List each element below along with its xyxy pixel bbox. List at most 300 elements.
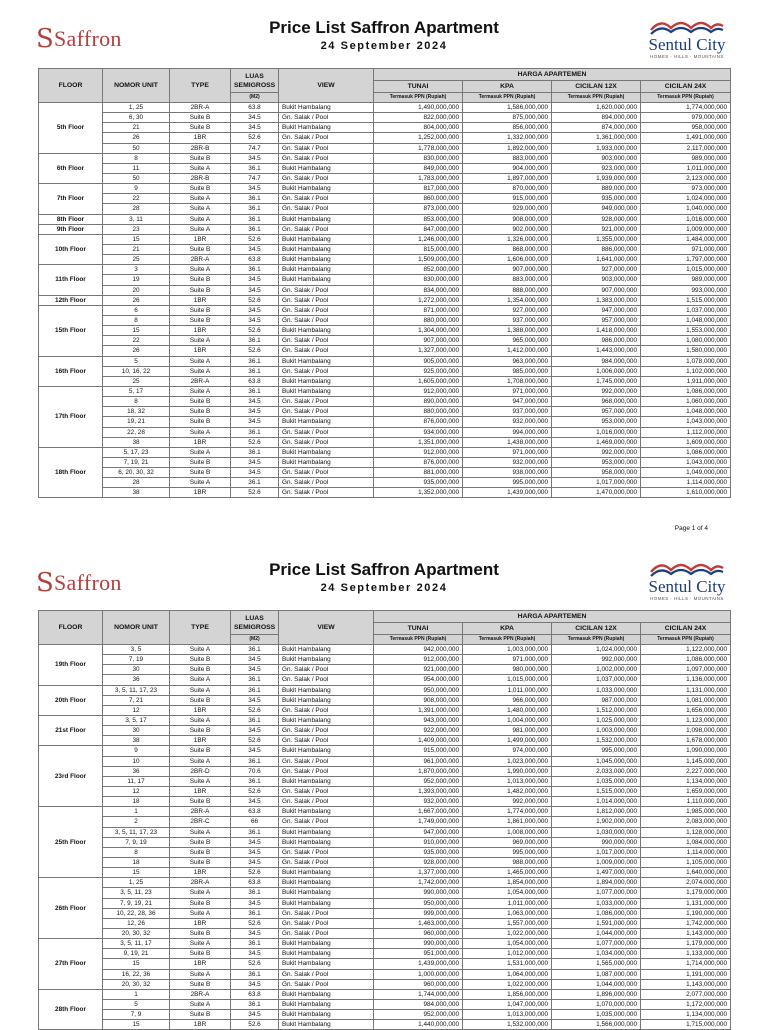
cicilan-12x-cell: 1,016,000,000 — [552, 427, 641, 437]
view-cell: Bukit Hambalang — [279, 827, 374, 837]
kpa-cell: 907,000,000 — [463, 265, 552, 275]
table-row — [39, 807, 731, 817]
type-cell: Suite B — [170, 665, 231, 675]
unit-cell: 25 — [103, 376, 170, 386]
view-cell: Bukit Hambalang — [279, 386, 374, 396]
type-cell: Suite B — [170, 315, 231, 325]
table-row — [39, 685, 731, 695]
view-cell: Bukit Hambalang — [279, 746, 374, 756]
kpa-cell: 1,326,000,000 — [463, 234, 552, 244]
cicilan-24x-cell: 1,037,000,000 — [641, 305, 731, 315]
unit-cell: 36 — [103, 766, 170, 776]
table-row — [39, 133, 731, 143]
table-row — [39, 163, 731, 173]
cicilan-24x-cell: 1,491,000,000 — [641, 133, 731, 143]
table-row — [39, 488, 731, 498]
tunai-cell: 1,870,000,000 — [374, 766, 463, 776]
unit-cell: 20, 30, 32 — [103, 928, 170, 938]
cicilan-12x-cell: 927,000,000 — [552, 265, 641, 275]
tunai-cell: 932,000,000 — [374, 797, 463, 807]
page-date: 24 September 2024 — [320, 582, 448, 594]
cicilan-12x-cell: 1,002,000,000 — [552, 665, 641, 675]
unit-cell: 6, 20, 30, 32 — [103, 468, 170, 478]
table-row — [39, 969, 731, 979]
view-cell: Gn. Salak / Pool — [279, 908, 374, 918]
tunai-cell: 952,000,000 — [374, 1010, 463, 1020]
type-cell: Suite A — [170, 756, 231, 766]
floor-cell: 7th Floor — [39, 184, 103, 214]
tunai-cell: 830,000,000 — [374, 275, 463, 285]
view-cell: Bukit Hambalang — [279, 417, 374, 427]
cicilan-24x-cell: 1,134,000,000 — [641, 776, 731, 786]
floor-cell: 15th Floor — [39, 305, 103, 356]
view-cell: Gn. Salak / Pool — [279, 488, 374, 498]
unit-cell: 15 — [103, 868, 170, 878]
floor-cell: 27th Floor — [39, 939, 103, 990]
table-row — [39, 939, 731, 949]
table-row — [39, 153, 731, 163]
view-cell: Bukit Hambalang — [279, 457, 374, 467]
cicilan-12x-cell: 1,033,000,000 — [552, 898, 641, 908]
type-cell: Suite B — [170, 397, 231, 407]
unit-cell: 6, 30 — [103, 113, 170, 123]
area-cell: 52.6 — [231, 133, 279, 143]
table-row — [39, 173, 731, 183]
table-row — [39, 204, 731, 214]
price-table-page-2: FLOOR NOMOR UNIT TYPE LUAS SEMIGROSS VIEW HARGA APARTEMEN TUNAI KPA CICILAN 12X CICILAN 24X (M2) Termasuk PPN (Rupiah) Termasuk PPN (Rupiah) Termasuk PPN (Rupiah) Termasuk PPN (Rupiah) 19th Floor 3, 5 Suite A 36.1 Bukit Hambalang 942,000,000 1,003,000,000 1,024,000,000 1,122,000,000 7, 19 Suite B 34.5 Bukit Hambalang 912,000,000 971,000,000 992,000,000 1,086,000,000 30 Suite B 34.5 Gn. Salak / Pool 921,000,000 980,000,000 1,002,000,000 1,097,000,000 36 Suite A 36.1 Gn. Salak / Pool 954,000,000 1,015,000,000 1,037,000,000 1,136,000,000 20th Floor 3, 5, 11, 17, 23 Suite A 36.1 Bukit Hambalang 950,000,000 1,011,000,000 1,033,000,000 1,131,000,000 7, 21 Suite B 34.5 Bukit Hambalang 908,000,000 966,000,000 987,000,000 1,081,000,000 12 1BR 52.6 Gn. Salak / Pool 1,391,000,000 1,480,000,000 1,512,000,000 1,656,000,000 21st Floor 3, 5, 17 Suite A 36.1 Bukit Hambalang 943,000,000 1,004,000,000 1,025,000,000 1,123,000,000 30 Suite B 34.5 Gn. Salak / Pool 922,000,000 981,000,000 1,003,000,000 1,098,000,000 38 1BR 52.6 Gn. Salak / Pool 1,409,000,000 1,499,000,000 1,532,000,000 1,678,000,000 23rd Floor 9 Suite B 34.5 Bukit Hambalang 915,000,000 974,000,000 995,000,000 1,090,000,000 10 Suite A 36.1 Gn. Salak / Pool 961,000,000 1,023,000,000 1,045,000,000 1,145,000,000 36 2BR-D 70.6 Gn. Salak / Pool 1,870,000,000 1,990,000,000 2,033,000,000 2,227,000,000 11, 17 Suite A 36.1 Bukit Hambalang 952,000,000 1,013,000,000 1,035,000,000 1,134,000,000 12 1BR 52.6 Gn. Salak / Pool 1,393,000,000 1,482,000,000 1,515,000,000 1,659,000,000 18 Suite B 34.5 Gn. Salak / Pool 932,000,000 992,000,000 1,014,000,000 1,110,000,000 25th Floor 1 2BR-A 63.8 Bukit Hambalang 1,667,000,000 1,774,000,000 1,812,000,000 1,985,000,000 2 2BR-C 66 Gn. Salak / Pool 1,749,000,000 1,861,000,000 1,902,000,000 2,083,000,000 3, 5, 11, 17, 23 Suite A 36.1 Bukit Hambalang 947,000,000 1,008,000,000 1,030,000,000 1,128,000,000 7, 9, 19 Suite B 34.5 Bukit Hambalang 910,000,000 969,000,000 990,000,000 1,084,000,000 8 Suite B 34.5 Gn. Salak / Pool 935,000,000 995,000,000 1,017,000,000 1,114,000,000 18 Suite B 34.5 Gn. Salak / Pool 928,000,000 988,000,000 1,009,000,000 1,105,000,000 15 1BR 52.6 Bukit Hambalang 1,377,000,000 1,465,000,000 1,497,000,000 1,640,000,000 26th Floor 1, 25 2BR-A 63.8 Bukit Hambalang 1,742,000,000 1,854,000,000 1,894,000,000 2,074,000,000 3, 5, 11, 23 Suite A 36.1 Bukit Hambalang 990,000,000 1,054,000,000 1,077,000,000 1,179,000,000 7, 9, 19, 21 Suite B 34.5 Bukit Hambalang 950,000,000 1,011,000,000 1,033,000,000 1,131,000,000 10, 22, 28, 36 Suite A 36.1 Gn. Salak / Pool 999,000,000 1,063,000,000 1,086,000,000 1,190,000,000 12, 26 1BR 52.6 Gn. Salak / Pool 1,463,000,000 1,557,000,000 1,591,000,000 1,742,000,000 20, 30, 32 Suite B 34.5 Gn. Salak / Pool 960,000,000 1,022,000,000 1,044,000,000 1,143,000,000 27th Floor 3, 5, 11, 17 Suite A 36.1 Bukit Hambalang 990,000,000 1,054,000,000 1,077,000,000 1,179,000,000 9, 19, 21 Suite B 34.5 Bukit Hambalang 951,000,000 1,012,000,000 1,034,000,000 1,133,000,000 15 1BR 52.6 Bukit Hambalang 1,439,000,000 1,531,000,000 1,565,000,000 1,714,000,000 16, 22, 36 Suite A 36.1 Gn. Salak / Pool 1,000,000,000 1,064,000,000 1,087,000,000 1,191,000,000 20, 30, 32 Suite B 34.5 Gn. Salak / Pool 960,000,000 1,022,000,000 1,044,000,000 1,143,000,000 28th Floor 1 2BR-A 63.8 Bukit Hambalang 1,744,000,000 1,856,000,000 1,896,000,000 2,077,000,000 5 Suite A 36.1 Bukit Hambalang 984,000,000 1,047,000,000 1,070,000,000 1,172,000,000 7, 9 Suite B 34.5 Bukit Hambalang 952,000,000 1,013,000,000 1,035,000,000 1,134,000,000 15 1BR 52.6 Bukit Hambalang 1,440,000,000 1,532,000,000 1,566,000,000 1,715,000,000 — [38, 610, 731, 1030]
view-cell: Gn. Salak / Pool — [279, 918, 374, 928]
cicilan-12x-cell: 992,000,000 — [552, 655, 641, 665]
tunai-cell: 881,000,000 — [374, 468, 463, 478]
cicilan-24x-cell: 1,190,000,000 — [641, 908, 731, 918]
tunai-cell: 1,246,000,000 — [374, 234, 463, 244]
col-unit: NOMOR UNIT — [103, 69, 170, 103]
kpa-cell: 1,532,000,000 — [463, 1020, 552, 1030]
kpa-cell: 992,000,000 — [463, 797, 552, 807]
cicilan-12x-cell: 1,641,000,000 — [552, 255, 641, 265]
table-row — [39, 295, 731, 305]
cicilan-12x-cell: 1,017,000,000 — [552, 478, 641, 488]
table-row — [39, 675, 731, 685]
cicilan-12x-cell: 1,383,000,000 — [552, 295, 641, 305]
cicilan-12x-cell: 958,000,000 — [552, 468, 641, 478]
tunai-cell: 880,000,000 — [374, 315, 463, 325]
type-cell: Suite A — [170, 645, 231, 655]
kpa-cell: 1,708,000,000 — [463, 376, 552, 386]
area-cell: 36.1 — [231, 427, 279, 437]
page-date: 24 September 2024 — [320, 40, 448, 52]
view-cell: Bukit Hambalang — [279, 356, 374, 366]
area-cell: 34.5 — [231, 285, 279, 295]
tunai-cell: 960,000,000 — [374, 979, 463, 989]
cicilan-12x-cell: 1,014,000,000 — [552, 797, 641, 807]
cicilan-24x-cell: 1,774,000,000 — [641, 103, 731, 113]
area-cell: 63.8 — [231, 878, 279, 888]
view-cell: Gn. Salak / Pool — [279, 857, 374, 867]
view-cell: Bukit Hambalang — [279, 234, 374, 244]
unit-cell: 7, 9 — [103, 1010, 170, 1020]
wave-icon — [647, 558, 727, 578]
view-cell: Bukit Hambalang — [279, 807, 374, 817]
cicilan-24x-cell: 1,640,000,000 — [641, 868, 731, 878]
kpa-cell: 1,054,000,000 — [463, 888, 552, 898]
type-cell: Suite A — [170, 888, 231, 898]
tunai-cell: 876,000,000 — [374, 417, 463, 427]
view-cell: Bukit Hambalang — [279, 939, 374, 949]
tunai-cell: 1,490,000,000 — [374, 103, 463, 113]
area-cell: 34.5 — [231, 837, 279, 847]
area-cell: 36.1 — [231, 645, 279, 655]
area-cell: 52.6 — [231, 918, 279, 928]
area-cell: 52.6 — [231, 959, 279, 969]
tunai-cell: 990,000,000 — [374, 888, 463, 898]
table-row — [39, 437, 731, 447]
cicilan-24x-cell: 989,000,000 — [641, 275, 731, 285]
view-cell: Bukit Hambalang — [279, 163, 374, 173]
table-row — [39, 878, 731, 888]
col-harga: HARGA APARTEMEN — [374, 69, 731, 81]
view-cell: Gn. Salak / Pool — [279, 133, 374, 143]
type-cell: Suite A — [170, 776, 231, 786]
kpa-cell: 995,000,000 — [463, 478, 552, 488]
type-cell: Suite A — [170, 265, 231, 275]
cicilan-24x-cell: 1,610,000,000 — [641, 488, 731, 498]
unit-cell: 28 — [103, 478, 170, 488]
cicilan-12x-cell: 1,017,000,000 — [552, 847, 641, 857]
area-cell: 36.1 — [231, 908, 279, 918]
unit-cell: 15 — [103, 959, 170, 969]
tunai-cell: 1,744,000,000 — [374, 989, 463, 999]
type-cell: 1BR — [170, 868, 231, 878]
unit-cell: 9 — [103, 184, 170, 194]
type-cell: 1BR — [170, 736, 231, 746]
cicilan-12x-cell: 992,000,000 — [552, 386, 641, 396]
kpa-cell: 963,000,000 — [463, 356, 552, 366]
floor-cell: 20th Floor — [39, 685, 103, 715]
kpa-cell: 1,004,000,000 — [463, 715, 552, 725]
view-cell: Bukit Hambalang — [279, 645, 374, 655]
view-cell: Gn. Salak / Pool — [279, 726, 374, 736]
table-row — [39, 427, 731, 437]
unit-cell: 38 — [103, 437, 170, 447]
unit-cell: 10 — [103, 756, 170, 766]
tunai-cell: 849,000,000 — [374, 163, 463, 173]
cicilan-12x-cell: 1,532,000,000 — [552, 736, 641, 746]
cicilan-12x-cell: 949,000,000 — [552, 204, 641, 214]
tunai-cell: 952,000,000 — [374, 776, 463, 786]
unit-cell: 3, 5 — [103, 645, 170, 655]
tunai-cell: 928,000,000 — [374, 857, 463, 867]
kpa-cell: 1,388,000,000 — [463, 326, 552, 336]
cicilan-24x-cell: 979,000,000 — [641, 113, 731, 123]
cicilan-24x-cell: 1,179,000,000 — [641, 939, 731, 949]
tunai-cell: 947,000,000 — [374, 827, 463, 837]
unit-cell: 7, 9, 19 — [103, 837, 170, 847]
area-cell: 36.1 — [231, 756, 279, 766]
type-cell: 1BR — [170, 786, 231, 796]
table-row — [39, 275, 731, 285]
type-cell: 1BR — [170, 234, 231, 244]
unit-cell: 38 — [103, 488, 170, 498]
cicilan-24x-cell: 1,580,000,000 — [641, 346, 731, 356]
col-view: VIEW — [279, 611, 374, 645]
view-cell: Gn. Salak / Pool — [279, 366, 374, 376]
kpa-cell: 1,861,000,000 — [463, 817, 552, 827]
tunai-cell: 1,327,000,000 — [374, 346, 463, 356]
unit-cell: 3, 5, 11, 17, 23 — [103, 827, 170, 837]
type-cell: 2BR-A — [170, 878, 231, 888]
cicilan-12x-cell: 1,812,000,000 — [552, 807, 641, 817]
tunai-cell: 935,000,000 — [374, 478, 463, 488]
kpa-cell: 1,606,000,000 — [463, 255, 552, 265]
cicilan-24x-cell: 1,102,000,000 — [641, 366, 731, 376]
cicilan-24x-cell: 1,110,000,000 — [641, 797, 731, 807]
table-row — [39, 705, 731, 715]
type-cell: Suite A — [170, 939, 231, 949]
unit-cell: 15 — [103, 234, 170, 244]
type-cell: Suite B — [170, 184, 231, 194]
floor-cell: 23rd Floor — [39, 746, 103, 807]
floor-cell: 19th Floor — [39, 645, 103, 686]
cicilan-24x-cell: 1,114,000,000 — [641, 478, 731, 488]
view-cell: Gn. Salak / Pool — [279, 305, 374, 315]
table-row — [39, 776, 731, 786]
cicilan-24x-cell: 1,911,000,000 — [641, 376, 731, 386]
tunai-cell: 1,304,000,000 — [374, 326, 463, 336]
kpa-cell: 1,023,000,000 — [463, 756, 552, 766]
type-cell: 2BR-B — [170, 143, 231, 153]
area-cell: 52.6 — [231, 488, 279, 498]
view-cell: Bukit Hambalang — [279, 898, 374, 908]
kpa-cell: 1,332,000,000 — [463, 133, 552, 143]
cicilan-12x-cell: 2,033,000,000 — [552, 766, 641, 776]
area-cell: 34.5 — [231, 979, 279, 989]
cicilan-24x-cell: 1,134,000,000 — [641, 1010, 731, 1020]
table-row — [39, 726, 731, 736]
floor-cell: 28th Floor — [39, 989, 103, 1030]
floor-cell: 8th Floor — [39, 214, 103, 224]
cicilan-12x-cell: 1,034,000,000 — [552, 949, 641, 959]
area-cell: 36.1 — [231, 776, 279, 786]
cicilan-24x-cell: 1,048,000,000 — [641, 407, 731, 417]
cicilan-24x-cell: 1,097,000,000 — [641, 665, 731, 675]
view-cell: Gn. Salak / Pool — [279, 315, 374, 325]
cicilan-12x-cell: 1,418,000,000 — [552, 326, 641, 336]
area-cell: 52.6 — [231, 326, 279, 336]
kpa-cell: 1,854,000,000 — [463, 878, 552, 888]
cicilan-12x-cell: 1,030,000,000 — [552, 827, 641, 837]
view-cell: Bukit Hambalang — [279, 989, 374, 999]
view-cell: Gn. Salak / Pool — [279, 979, 374, 989]
view-cell: Bukit Hambalang — [279, 655, 374, 665]
unit-cell: 1 — [103, 989, 170, 999]
unit-cell: 1 — [103, 807, 170, 817]
area-cell: 52.6 — [231, 868, 279, 878]
kpa-cell: 971,000,000 — [463, 655, 552, 665]
cicilan-24x-cell: 1,086,000,000 — [641, 386, 731, 396]
unit-cell: 22, 28 — [103, 427, 170, 437]
view-cell: Bukit Hambalang — [279, 999, 374, 1009]
cicilan-12x-cell: 1,087,000,000 — [552, 969, 641, 979]
unit-cell: 3, 5, 17 — [103, 715, 170, 725]
cicilan-24x-cell: 2,077,000,000 — [641, 989, 731, 999]
view-cell: Gn. Salak / Pool — [279, 336, 374, 346]
price-rows — [39, 103, 731, 498]
kpa-cell: 1,015,000,000 — [463, 675, 552, 685]
view-cell: Bukit Hambalang — [279, 184, 374, 194]
area-cell: 34.5 — [231, 857, 279, 867]
cicilan-12x-cell: 886,000,000 — [552, 244, 641, 254]
cicilan-24x-cell: 1,049,000,000 — [641, 468, 731, 478]
type-cell: Suite A — [170, 827, 231, 837]
kpa-cell: 875,000,000 — [463, 113, 552, 123]
cicilan-12x-cell: 935,000,000 — [552, 194, 641, 204]
area-cell: 34.5 — [231, 797, 279, 807]
table-row — [39, 1010, 731, 1020]
cicilan-24x-cell: 1,086,000,000 — [641, 447, 731, 457]
area-cell: 34.5 — [231, 407, 279, 417]
view-cell: Bukit Hambalang — [279, 695, 374, 705]
table-row — [39, 386, 731, 396]
table-row — [39, 928, 731, 938]
table-row — [39, 224, 731, 234]
view-cell: Bukit Hambalang — [279, 123, 374, 133]
tunai-cell: 1,391,000,000 — [374, 705, 463, 715]
unit-cell: 10, 16, 22 — [103, 366, 170, 376]
cicilan-12x-cell: 1,361,000,000 — [552, 133, 641, 143]
kpa-cell: 1,013,000,000 — [463, 1010, 552, 1020]
type-cell: Suite B — [170, 417, 231, 427]
cicilan-24x-cell: 1,016,000,000 — [641, 214, 731, 224]
type-cell: 2BR-A — [170, 807, 231, 817]
tunai-cell: 815,000,000 — [374, 244, 463, 254]
kpa-cell: 1,003,000,000 — [463, 645, 552, 655]
cicilan-12x-cell: 1,566,000,000 — [552, 1020, 641, 1030]
unit-cell: 5, 17 — [103, 386, 170, 396]
price-rows — [39, 645, 731, 1030]
table-row — [39, 366, 731, 376]
unit-cell: 3, 11 — [103, 214, 170, 224]
view-cell: Gn. Salak / Pool — [279, 113, 374, 123]
cicilan-12x-cell: 1,902,000,000 — [552, 817, 641, 827]
cicilan-12x-cell: 1,035,000,000 — [552, 1010, 641, 1020]
area-cell: 34.5 — [231, 665, 279, 675]
tunai-cell: 871,000,000 — [374, 305, 463, 315]
cicilan-12x-cell: 874,000,000 — [552, 123, 641, 133]
col-floor: FLOOR — [39, 69, 103, 103]
unit-cell: 9, 19, 21 — [103, 949, 170, 959]
type-cell: Suite A — [170, 908, 231, 918]
area-cell: 36.1 — [231, 969, 279, 979]
floor-cell: 21st Floor — [39, 715, 103, 745]
kpa-cell: 1,354,000,000 — [463, 295, 552, 305]
cicilan-24x-cell: 1,553,000,000 — [641, 326, 731, 336]
cicilan-24x-cell: 1,131,000,000 — [641, 685, 731, 695]
tunai-cell: 935,000,000 — [374, 847, 463, 857]
view-cell: Bukit Hambalang — [279, 949, 374, 959]
type-cell: Suite A — [170, 194, 231, 204]
cicilan-12x-cell: 987,000,000 — [552, 695, 641, 705]
area-cell: 63.8 — [231, 103, 279, 113]
type-cell: 1BR — [170, 437, 231, 447]
type-cell: Suite A — [170, 969, 231, 979]
cicilan-24x-cell: 1,043,000,000 — [641, 457, 731, 467]
table-row — [39, 336, 731, 346]
cicilan-12x-cell: 1,035,000,000 — [552, 776, 641, 786]
view-cell: Gn. Salak / Pool — [279, 143, 374, 153]
type-cell: Suite A — [170, 356, 231, 366]
table-row — [39, 786, 731, 796]
col-cicilan-24x: CICILAN 24X — [641, 81, 731, 93]
col-cicilan-24x: CICILAN 24X — [641, 623, 731, 635]
tunai-cell: 1,377,000,000 — [374, 868, 463, 878]
type-cell: 1BR — [170, 295, 231, 305]
tunai-cell: 912,000,000 — [374, 386, 463, 396]
area-cell: 36.1 — [231, 447, 279, 457]
cicilan-12x-cell: 1,591,000,000 — [552, 918, 641, 928]
wave-icon — [647, 16, 727, 36]
area-cell: 34.5 — [231, 113, 279, 123]
cicilan-12x-cell: 1,620,000,000 — [552, 103, 641, 113]
type-cell: Suite A — [170, 366, 231, 376]
unit-cell: 30 — [103, 665, 170, 675]
unit-cell: 12 — [103, 786, 170, 796]
kpa-cell: 1,012,000,000 — [463, 949, 552, 959]
tunai-cell: 1,393,000,000 — [374, 786, 463, 796]
cicilan-24x-cell: 1,114,000,000 — [641, 847, 731, 857]
kpa-cell: 1,064,000,000 — [463, 969, 552, 979]
view-cell: Gn. Salak / Pool — [279, 766, 374, 776]
view-cell: Bukit Hambalang — [279, 103, 374, 113]
document-page-2 — [0, 548, 768, 1029]
cicilan-12x-cell: 903,000,000 — [552, 275, 641, 285]
unit-cell: 15 — [103, 1020, 170, 1030]
tunai-cell: 834,000,000 — [374, 285, 463, 295]
unit-cell: 21 — [103, 123, 170, 133]
tunai-cell: 921,000,000 — [374, 665, 463, 675]
cicilan-24x-cell: 993,000,000 — [641, 285, 731, 295]
area-cell: 36.1 — [231, 356, 279, 366]
cicilan-12x-cell: 1,565,000,000 — [552, 959, 641, 969]
type-cell: Suite B — [170, 837, 231, 847]
view-cell: Bukit Hambalang — [279, 275, 374, 285]
table-row — [39, 645, 731, 655]
cicilan-12x-cell: 1,497,000,000 — [552, 868, 641, 878]
view-cell: Bukit Hambalang — [279, 447, 374, 457]
kpa-cell: 1,008,000,000 — [463, 827, 552, 837]
tunai-cell: 830,000,000 — [374, 153, 463, 163]
area-cell: 34.5 — [231, 898, 279, 908]
tunai-cell: 925,000,000 — [374, 366, 463, 376]
unit-cell: 25 — [103, 255, 170, 265]
cicilan-24x-cell: 1,105,000,000 — [641, 857, 731, 867]
area-cell: 34.5 — [231, 847, 279, 857]
unit-cell: 15 — [103, 326, 170, 336]
col-tunai: TUNAI — [374, 623, 463, 635]
kpa-cell: 888,000,000 — [463, 285, 552, 295]
unit-cell: 26 — [103, 346, 170, 356]
kpa-cell: 1,011,000,000 — [463, 898, 552, 908]
table-row — [39, 113, 731, 123]
table-row — [39, 214, 731, 224]
cicilan-24x-cell: 1,797,000,000 — [641, 255, 731, 265]
tunai-cell: 1,409,000,000 — [374, 736, 463, 746]
col-unit: NOMOR UNIT — [103, 611, 170, 645]
tunai-cell: 1,605,000,000 — [374, 376, 463, 386]
cicilan-24x-cell: 1,081,000,000 — [641, 695, 731, 705]
unit-cell: 36 — [103, 675, 170, 685]
kpa-cell: 883,000,000 — [463, 275, 552, 285]
